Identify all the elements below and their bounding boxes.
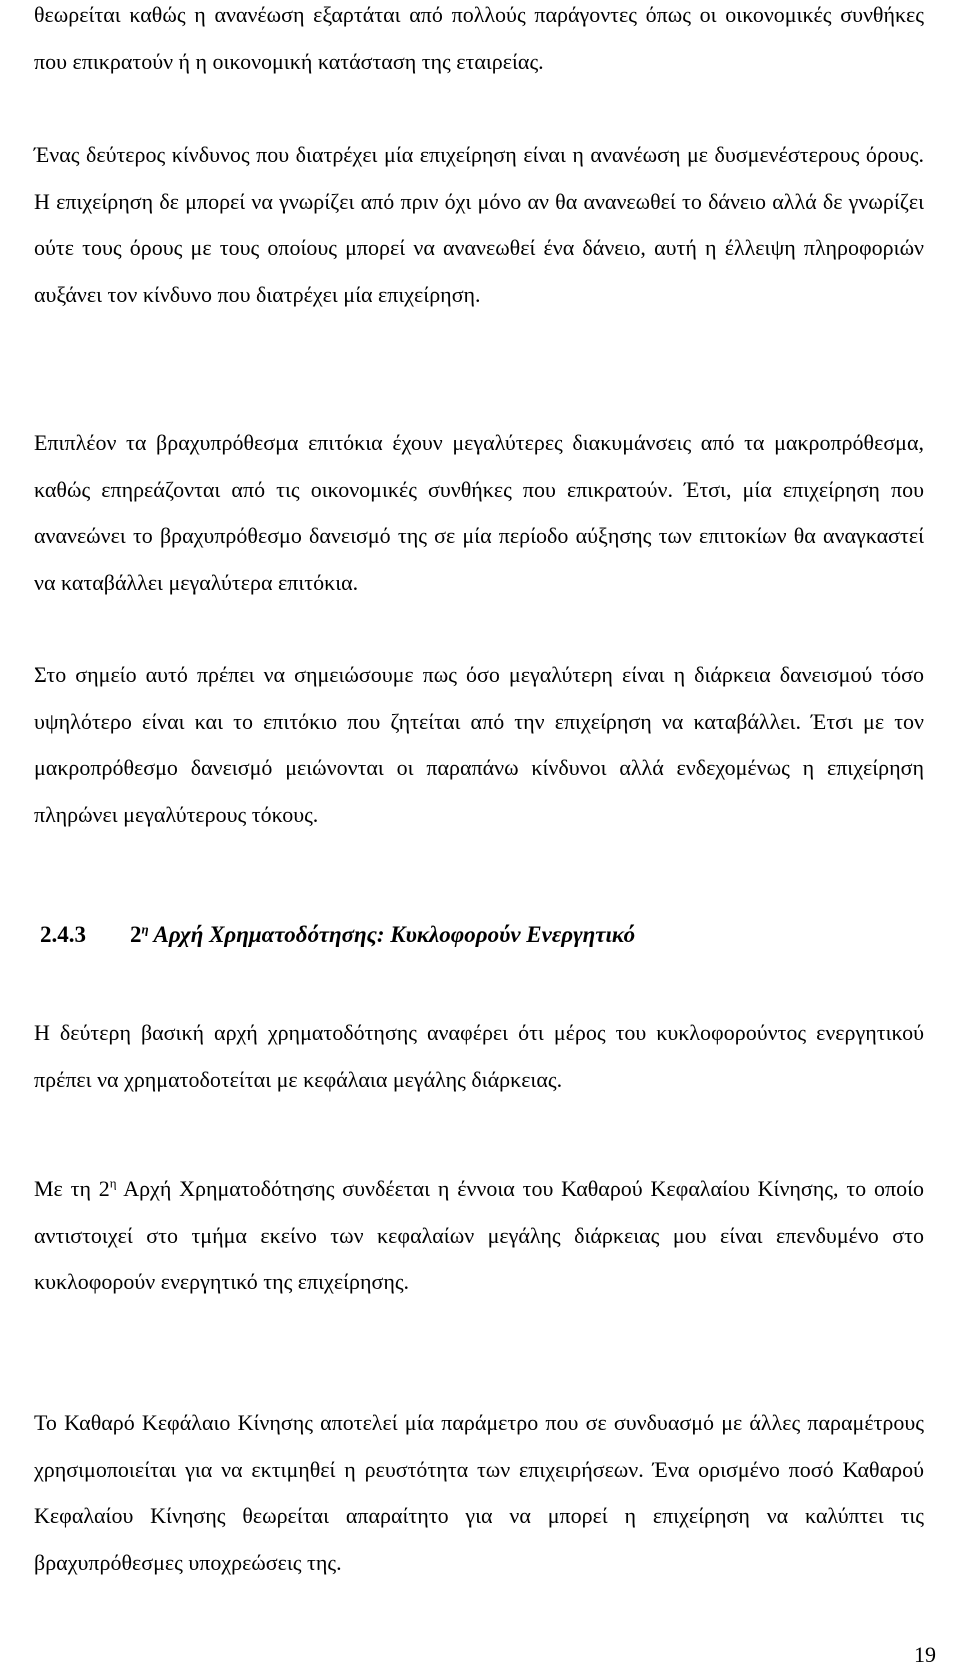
page-number: 19 [914,1642,936,1667]
paragraph-liquidity-parameter: Το Καθαρό Κεφάλαιο Κίνησης αποτελεί μία παράμετρο που σε συνδυασμό με άλλες παραμέτρους χρησιμοποιείται για να εκτιμηθεί η ρευστότητα των επιχειρήσεων. Ένα ορισμένο ποσό Καθαρού Κεφαλαίου Κίνησης θεωρείται απαραίτητο για να μπορεί η επιχείρηση να καλύπτει τις βραχυπρόθεσμες υποχρεώσεις της. [34,1410,924,1575]
paragraph-net-working-capital [34,1166,924,1306]
ordinal-suffix: η [109,1175,117,1191]
paragraph-second-risk: Ένας δεύτερος κίνδυνος που διατρέχει μία επιχείρηση είναι η ανανέωση με δυσμενέστερους όρους. Η επιχείρηση δε μπορεί να γνωρίζει από πριν όχι μόνο αν θα ανανεωθεί το δάνειο αλλά δε γνωρίζει ούτε τους όρους με τους οποίους μπορεί να ανανεωθεί ένα δάνειο, αυτή η έλλειψη πληροφοριών αυξάνει τον κίνδυνο που διατρέχει μία επιχείρηση. [34,142,924,307]
section-ordinal: 2 [130,922,142,947]
paragraph-text-before-sup: Με τη 2 [34,1176,110,1201]
paragraph-liquidity-renewal: θεωρείται καθώς η ανανέωση εξαρτάται από πολλούς παράγοντες όπως οι οικονομικές συνθήκες που επικρατούν ή η οικονομική κατάσταση της εταιρείας. [34,2,924,74]
section-ordinal-suffix: η [141,921,149,937]
section-title: Αρχή Χρηματοδότησης: Κυκλοφορούν Ενεργητικό [148,922,636,947]
section-number: 2.4.3 [40,922,86,947]
paragraph-short-term-rates: Επιπλέον τα βραχυπρόθεσμα επιτόκια έχουν μεγαλύτερες διακυμάνσεις από τα μακροπρόθεσμα, καθώς επηρεάζονται από τις οικονομικές συνθήκες που επικρατούν. Έτσι, μία επιχείρηση που ανανεώνει το βραχυπρόθεσμο δανεισμό της σε μία περίοδο αύξησης των επιτοκίων θα αναγκαστεί να καταβάλλει μεγαλύτερα επιτόκια. [34,430,924,595]
paragraph-loan-duration: Στο σημείο αυτό πρέπει να σημειώσουμε πως όσο μεγαλύτερη είναι η διάρκεια δανεισμού τόσο υψηλότερο είναι και το επιτόκιο που ζητείται από την επιχείρηση να καταβάλλει. Έτσι με τον μακροπρόθεσμο δανεισμό μειώνονται οι παραπάνω κίνδυνοι αλλά ενδεχομένως η επιχείρηση πληρώνει μεγαλύτερους τόκους. [34,662,924,827]
paragraph-text-after-sup: Αρχή Χρηματοδότησης συνδέεται η έννοια του Καθαρού Κεφαλαίου Κίνησης, το οποίο αντιστοιχεί στο τμήμα εκείνο των κεφαλαίων μεγάλης διάρκειας μου είναι επενδυμένο στο κυκλοφορούν ενεργητικό της επιχείρησης. [34,1176,924,1294]
paragraph-second-principle: Η δεύτερη βασική αρχή χρηματοδότησης αναφέρει ότι μέρος του κυκλοφορούντος ενεργητικού πρέπει να χρηματοδοτείται με κεφάλαια μεγάλης διάρκειας. [34,1020,924,1092]
section-heading [40,912,635,958]
